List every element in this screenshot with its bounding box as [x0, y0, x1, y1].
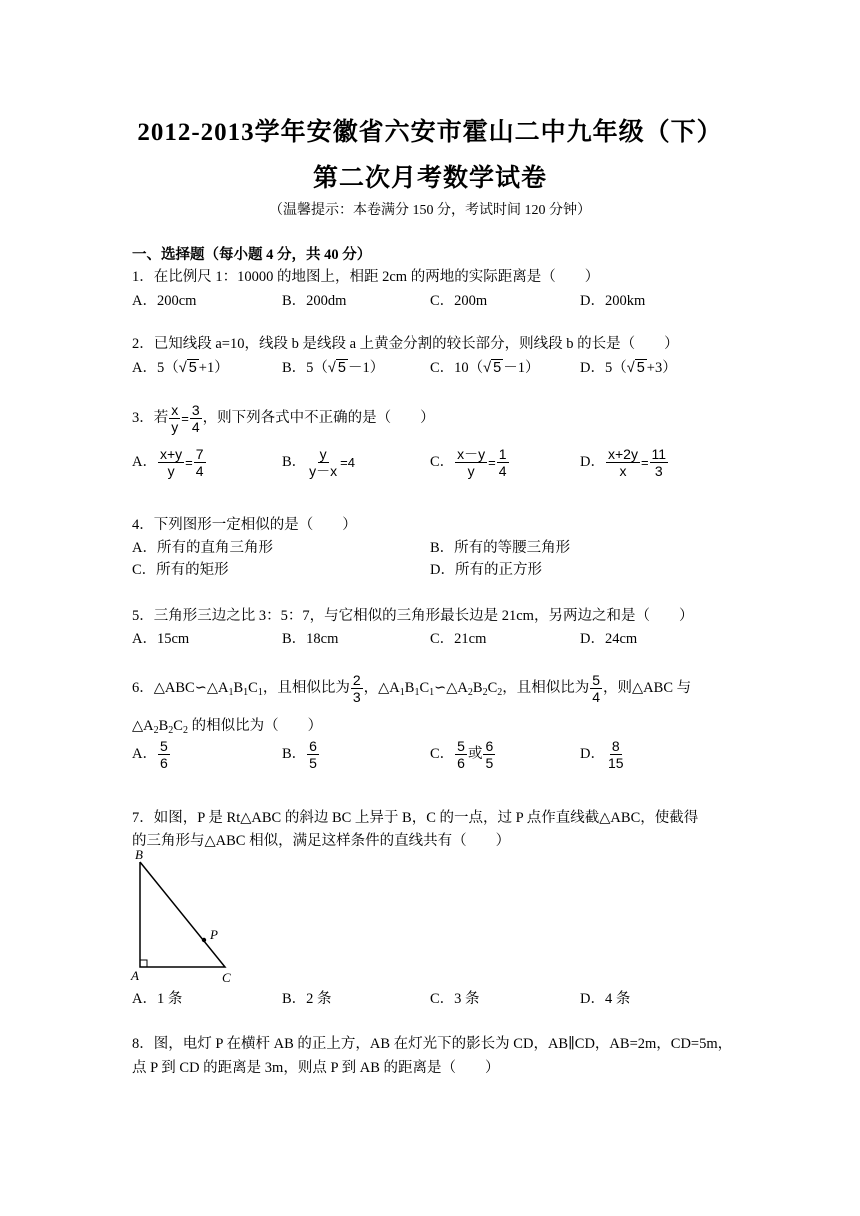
- fraction: [158, 446, 184, 479]
- equals-sign: =: [488, 455, 496, 470]
- q2-a-radicand: 5: [188, 360, 197, 376]
- q7-option-c: C．3 条: [430, 991, 480, 1007]
- q6-text: ，△A: [363, 679, 400, 696]
- ratio-fraction-2: [590, 672, 602, 705]
- sqrt-symbol: √ 5: [483, 360, 502, 376]
- option-label: B．: [282, 745, 307, 762]
- q3-suffix: ，则下列各式中不正确的是（ ）: [202, 409, 435, 426]
- denominator: 4: [592, 689, 601, 705]
- option-label: D．: [580, 453, 605, 470]
- q2-d-radicand: 5: [636, 360, 645, 376]
- q2-option-a: [132, 356, 229, 377]
- q2-b-radicand: 5: [337, 360, 346, 376]
- numerator: 3: [191, 402, 200, 418]
- fraction: [497, 446, 509, 479]
- subscript: 1: [243, 686, 249, 698]
- denominator: y－x: [309, 463, 338, 479]
- title-line-2: 第二次月考数学试卷: [312, 165, 547, 192]
- title-line-1: 2012-2013学年安徽省六安市霍山二中九年级（下）: [137, 119, 723, 146]
- q6-text: ，则△ABC 与: [603, 679, 692, 696]
- q6-text: ，且相似比为: [502, 679, 590, 696]
- fraction: [455, 446, 487, 479]
- q7-stem-line-2: 的三角形与△ABC 相似，满足这样条件的直线共有（ ）: [132, 833, 511, 849]
- denominator: 3: [654, 463, 663, 479]
- subscript: 1: [257, 686, 263, 698]
- q2-stem: 2．已知线段 a=10，线段 b 是线段 a 上黄金分割的较长部分，则线段 b 的长是（ ）: [132, 336, 679, 352]
- q3-option-c: [430, 446, 510, 479]
- q4-option-c: C．所有的矩形: [132, 562, 229, 578]
- numerator: 5: [457, 738, 465, 754]
- fraction: [650, 446, 669, 479]
- q6-stem-line-2: $\triangle A_2B_2C_2$ 的相似比为（ ）: [132, 718, 323, 736]
- sqrt-symbol: √ 5: [178, 360, 197, 376]
- denominator: 4: [498, 463, 507, 479]
- denominator: y: [171, 419, 179, 435]
- q3-fraction-3-4: [190, 402, 202, 435]
- denominator: x: [619, 463, 627, 479]
- q2-b-suffix: －1）: [347, 360, 385, 376]
- q2-a-prefix: A．5（: [132, 360, 179, 376]
- q6-option-a: [132, 738, 171, 771]
- label-p: P: [210, 927, 218, 942]
- q1-option-a: A．200cm: [132, 293, 197, 309]
- numerator: x: [171, 402, 179, 418]
- subscript: 2: [467, 686, 473, 698]
- subscript: 2: [153, 725, 159, 736]
- q5-option-b: B．18cm: [282, 631, 339, 647]
- numerator: 8: [611, 738, 620, 754]
- numerator: 11: [651, 446, 667, 462]
- numerator: 6: [309, 738, 317, 754]
- q2-option-c: [430, 356, 539, 377]
- q8-stem-line-2: 点 P 到 CD 的距离是 3m，则点 P 到 AB 的距离是（ ）: [132, 1060, 500, 1076]
- fraction: [606, 446, 640, 479]
- q2-option-b: [282, 356, 384, 377]
- denominator: 5: [485, 755, 494, 771]
- q4-stem: 4．下列图形一定相似的是（ ）: [132, 517, 357, 533]
- q6-text: ，且相似比为: [262, 679, 350, 696]
- ratio-fraction-1: [351, 672, 363, 705]
- label-c: C: [222, 970, 231, 985]
- subscript: 1: [228, 686, 234, 698]
- q7-option-a: A．1 条: [132, 991, 183, 1007]
- q1-option-c: C．200m: [430, 293, 488, 309]
- subscript: 2: [168, 725, 174, 736]
- section-heading: 一、选择题（每小题 4 分，共 40 分）: [132, 247, 372, 263]
- q3-prefix: 3．若: [132, 409, 169, 426]
- q4-option-d: D．所有的正方形: [430, 562, 542, 578]
- q6-stem-line-1: 6．$\triangle ABC∽\triangle A_1B_1C_1$，且相似比为 $\frac{2}{3}$ ，$\triangle A_1B_1C_1∽\triangle A_2B_2C_2$，且相似比为 $\frac{5}{4}$ ，则△ABC 与: [132, 672, 692, 705]
- equals-value: =4: [340, 455, 355, 470]
- q8-stem-line-1: 8．图，电灯 P 在横杆 AB 的正上方，AB 在灯光下的影长为 CD，AB∥CD，AB=2m，CD=5m，: [132, 1036, 733, 1052]
- q2-c-radicand: 5: [493, 360, 502, 376]
- label-b: B: [135, 847, 143, 862]
- fraction: [483, 738, 495, 771]
- fraction: [455, 738, 467, 771]
- q3-fraction-x-y: [169, 402, 180, 435]
- q5-stem: 5．三角形三边之比 3：5：7，与它相似的三角形最长边是 21cm，另两边之和是（ ）: [132, 608, 694, 624]
- denominator: 3: [352, 689, 361, 705]
- q2-a-suffix: +1）: [198, 360, 229, 376]
- equals-sign: =: [640, 455, 649, 470]
- q2-d-prefix: D．5（: [580, 360, 627, 376]
- denominator: 15: [607, 755, 624, 771]
- subscript: 1: [429, 686, 435, 698]
- equals-sign: =: [185, 455, 193, 470]
- option-label: D．: [580, 745, 605, 762]
- numerator: 5: [592, 672, 601, 688]
- denominator: y: [167, 463, 175, 479]
- subscript: 2: [497, 686, 503, 698]
- q6-option-b: [282, 738, 320, 771]
- numerator: x+2y: [607, 446, 638, 462]
- q6-text: 6．△ABC∽△A: [132, 679, 229, 696]
- option-label: C．: [430, 745, 455, 762]
- subscript: 2: [182, 725, 188, 736]
- denominator: 5: [309, 755, 317, 771]
- q7-option-d: D．4 条: [580, 991, 631, 1007]
- triangle-sides: [140, 862, 225, 967]
- q5-option-d: D．24cm: [580, 631, 638, 647]
- denominator: 4: [191, 419, 200, 435]
- denominator: y: [467, 463, 475, 479]
- q5-option-a: A．15cm: [132, 631, 190, 647]
- numerator: x+y: [159, 446, 183, 462]
- option-label: A．: [132, 745, 157, 762]
- q6-option-c: [430, 738, 496, 771]
- denominator: 4: [195, 463, 204, 479]
- numerator: 2: [352, 672, 361, 688]
- q1-option-b: B．200dm: [282, 293, 347, 309]
- or-text: 或: [467, 745, 483, 762]
- sqrt-symbol: √ 5: [327, 360, 346, 376]
- numerator: 6: [485, 738, 494, 754]
- q2-d-suffix: +3）: [646, 360, 677, 376]
- fraction: [158, 738, 170, 771]
- denominator: 6: [159, 755, 168, 771]
- q6-option-d: [580, 738, 627, 771]
- q4-option-b: B．所有的等腰三角形: [430, 540, 571, 556]
- subscript: 1: [414, 686, 420, 698]
- numerator: 7: [195, 446, 204, 462]
- denominator: 6: [457, 755, 465, 771]
- point-p: [202, 938, 206, 942]
- numerator: 5: [159, 738, 168, 754]
- equals-sign: =: [181, 411, 189, 426]
- q6-text: 的相似比为（ ）: [191, 718, 323, 734]
- numerator: x－y: [457, 446, 486, 462]
- q3-option-a: [132, 446, 207, 479]
- exam-tip: （温馨提示：本卷满分 150 分，考试时间 120 分钟）: [269, 203, 591, 218]
- subscript: 1: [399, 686, 405, 698]
- q3-stem: [132, 402, 435, 435]
- q7-stem-line-1: 7．如图，P 是 Rt△ABC 的斜边 BC 上异于 B，C 的一点，过 P 点作直线截△ABC，使截得: [132, 810, 699, 826]
- label-a: A: [131, 968, 139, 983]
- q4-option-a: A．所有的直角三角形: [132, 540, 273, 556]
- right-angle-marker: [140, 960, 147, 967]
- fraction: [307, 738, 319, 771]
- sqrt-symbol: √ 5: [626, 360, 645, 376]
- q1-stem: 1．在比例尺 1：10000 的地图上，相距 2cm 的两地的实际距离是（ ）: [132, 269, 600, 285]
- fraction: [194, 446, 206, 479]
- q3-option-d: [580, 446, 669, 479]
- q1-option-d: D．200km: [580, 293, 646, 309]
- numerator: y: [319, 446, 327, 462]
- q2-option-d: [580, 356, 677, 377]
- right-triangle-figure: [126, 846, 246, 986]
- q2-c-prefix: C．10（: [430, 360, 484, 376]
- numerator: 1: [498, 446, 507, 462]
- q2-b-prefix: B．5（: [282, 360, 328, 376]
- option-label: A．: [132, 453, 157, 470]
- subscript: 2: [482, 686, 488, 698]
- fraction: [606, 738, 626, 771]
- fraction: [307, 446, 339, 479]
- q7-option-b: B．2 条: [282, 991, 332, 1007]
- q3-option-b: [282, 446, 355, 479]
- option-label: C．: [430, 453, 455, 470]
- option-label: B．: [282, 453, 307, 470]
- q5-option-c: C．21cm: [430, 631, 487, 647]
- q2-c-suffix: －1）: [503, 360, 540, 376]
